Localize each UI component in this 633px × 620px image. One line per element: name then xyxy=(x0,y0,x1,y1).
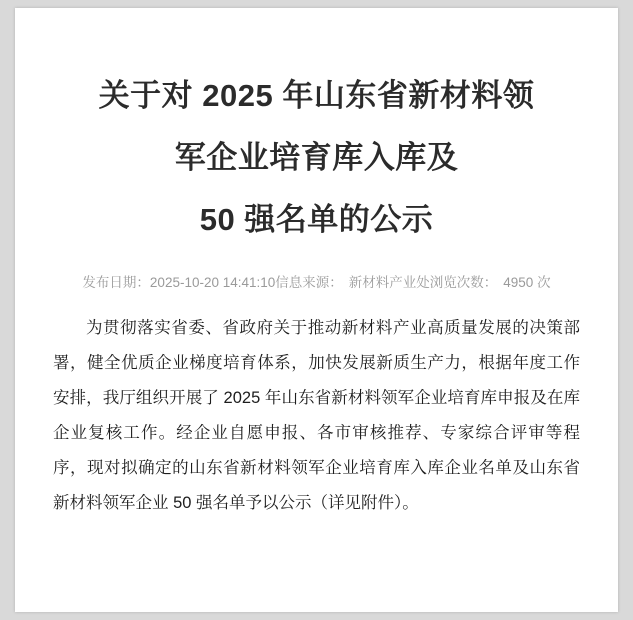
views-label: 浏览次数： xyxy=(429,274,498,290)
source-label: 信息来源： xyxy=(275,274,343,290)
publish-date-value: 2025-10-20 14:41:10 xyxy=(149,274,276,290)
source-value: 新材料产业处 xyxy=(348,274,430,290)
page-title-line-1: 关于对 2025 年山东省新材料领 xyxy=(98,77,535,113)
document-paragraph: 为贯彻落实省委、省政府关于推动新材料产业高质量发展的决策部署，健全优质企业梯度培育体系，加快发展新质生产力，根据年度工作安排，我厅组织开展了 2025 年山东省新材料领军企业培育库申报及在库企业复核工作。经企业自愿申报、各市审核推荐、专家综合评审等程序，现对拟确定的山东省新材料领军企业培育库入库企业名单及山东省新材料领军企业 50 强名单予以公示（详见附件）。 xyxy=(53,318,580,512)
publish-date-label: 发布日期： xyxy=(82,274,150,290)
document-page xyxy=(15,8,618,612)
document-meta xyxy=(49,273,584,293)
page-title-line-3: 50 强名单的公示 xyxy=(199,201,434,237)
views-value: 4950 次 xyxy=(503,274,551,290)
page-title-line-2: 军企业培育库入库及 xyxy=(174,139,459,175)
page-title xyxy=(49,65,584,251)
document-content xyxy=(15,8,618,521)
